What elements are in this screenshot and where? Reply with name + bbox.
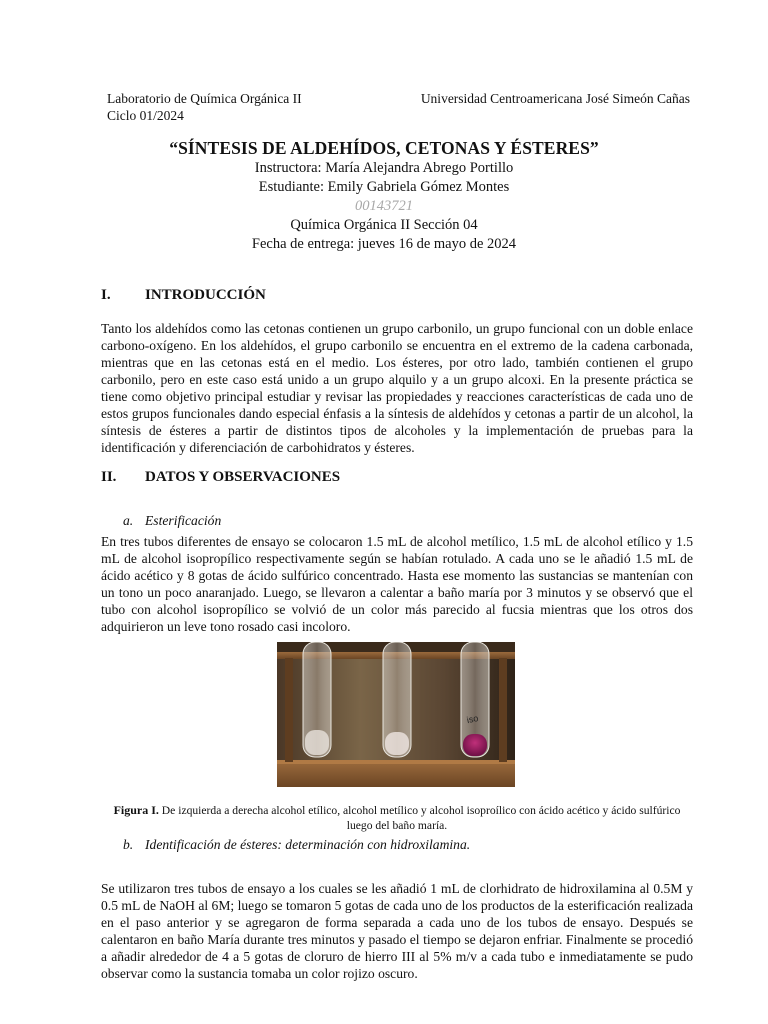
subsection-heading-b: [123, 837, 470, 853]
student-line: Estudiante: Emily Gabriela Gómez Montes: [258, 179, 510, 195]
section-title: DATOS Y OBSERVACIONES: [145, 469, 341, 485]
university-name: Universidad Centroamericana José Simeón Cañas: [420, 91, 690, 106]
title-block: [0, 137, 768, 254]
course-name: Laboratorio de Química Orgánica II: [107, 91, 302, 106]
tube-isopropanol: [461, 642, 489, 757]
due-date-line: Fecha de entrega: jueves 16 de mayo de 2024: [251, 236, 517, 252]
section-number: II.: [101, 469, 117, 485]
tube-methanol: [383, 642, 411, 757]
figure-caption: [100, 803, 694, 833]
subsection-heading-a: [123, 513, 221, 529]
header-left: [107, 90, 302, 124]
figure-caption-text: De izquierda a derecha alcohol etílico, alcohol metílico y alcohol isoproílico con ácido acético y ácido sulfúrico luego del baño maría.: [158, 804, 681, 832]
subsection-title: Identificación de ésteres: determinación con hidroxilamina.: [145, 837, 471, 852]
section-line: Química Orgánica II Sección 04: [290, 217, 478, 233]
student-id: 00143721: [355, 198, 413, 214]
esterification-paragraph: En tres tubos diferentes de ensayo se colocaron 1.5 mL de alcohol metílico, 1.5 mL de alcohol etílico y 1.5 mL de alcohol isopropílico respectivamente según se habían rotulado. A cada uno se le añadió 1.5 mL de ácido acético y 8 gotas de ácido sulfúrico concentrado. Hasta ese momento las sustancias se mantenían con un tono un poco anaranjado. Luego, se llevaron a calentar a baño maría por 3 minutos y se observó que el tubo con alcohol isopropílico se volvió de un color más parecido al fucsia mientras que los otros dos adquirieron un leve tono rosado casi incoloro.: [101, 534, 693, 634]
section-heading-data: [101, 469, 340, 486]
intro-paragraph: Tanto los aldehídos como las cetonas contienen un grupo carbonilo, un grupo funcional con un doble enlace carbono-oxígeno. En los aldehídos, el grupo carbonilo se encuentra en el extremo de la cadena carbonada, mientras que en las cetonas está en el medio. Los ésteres, por otro lado, también contienen el grupo carbonilo, pero en este caso está unido a un grupo alquilo y a un grupo alcoxi. En la presente práctica se tiene como objetivo principal estudiar y revisar las propiedades y reacciones características de cada uno de estos grupos funcionales dando especial énfasis a la síntesis de aldehídos y cetonas a partir de un alcohol, la síntesis de ésteres a partir de distintos tipos de alcoholes y la implementación de pruebas para la identificación y diferenciación de carbohidratos y ésteres.: [101, 321, 693, 455]
figure-label: Figura I.: [113, 803, 159, 817]
tube-label: iso: [465, 712, 480, 726]
test-tubes-photo: [277, 642, 515, 787]
section-title: INTRODUCCIÓN: [145, 287, 266, 303]
hydroxylamine-paragraph: Se utilizaron tres tubos de ensayo a los cuales se les añadió 1 mL de clorhidrato de hidroxilamina al 0.5M y 0.5 mL de NaOH al 6M; luego se tomaron 5 gotas de cada uno de los productos de la esterificación realizada en el paso anterior y se agregaron de forma separada a cada uno de los tubos de ensayo. Después se calentaron en baño María durante tres minutos y pasado el tiempo se dejaron enfriar. Finalmente se procedió a añadir alrededor de 4 a 5 gotas de cloruro de hierro III al 5% m/v a cada tubo e inmediatamente se pudo observar como la sustancia tomaba un color rojizo oscuro.: [101, 881, 693, 981]
subsection-letter: b.: [123, 837, 134, 852]
section-number: I.: [101, 287, 111, 303]
subsection-title: Esterificación: [145, 513, 222, 528]
instructor-line: Instructora: María Alejandra Abrego Portillo: [254, 160, 514, 176]
cycle: Ciclo 01/2024: [107, 108, 184, 123]
section-heading-intro: [101, 287, 266, 304]
test-tubes-illustration: [277, 642, 515, 787]
subsection-letter: a.: [123, 513, 134, 528]
document-title: “SÍNTESIS DE ALDEHÍDOS, CETONAS Y ÉSTERES”: [169, 138, 599, 158]
tube-ethanol: [303, 642, 331, 757]
